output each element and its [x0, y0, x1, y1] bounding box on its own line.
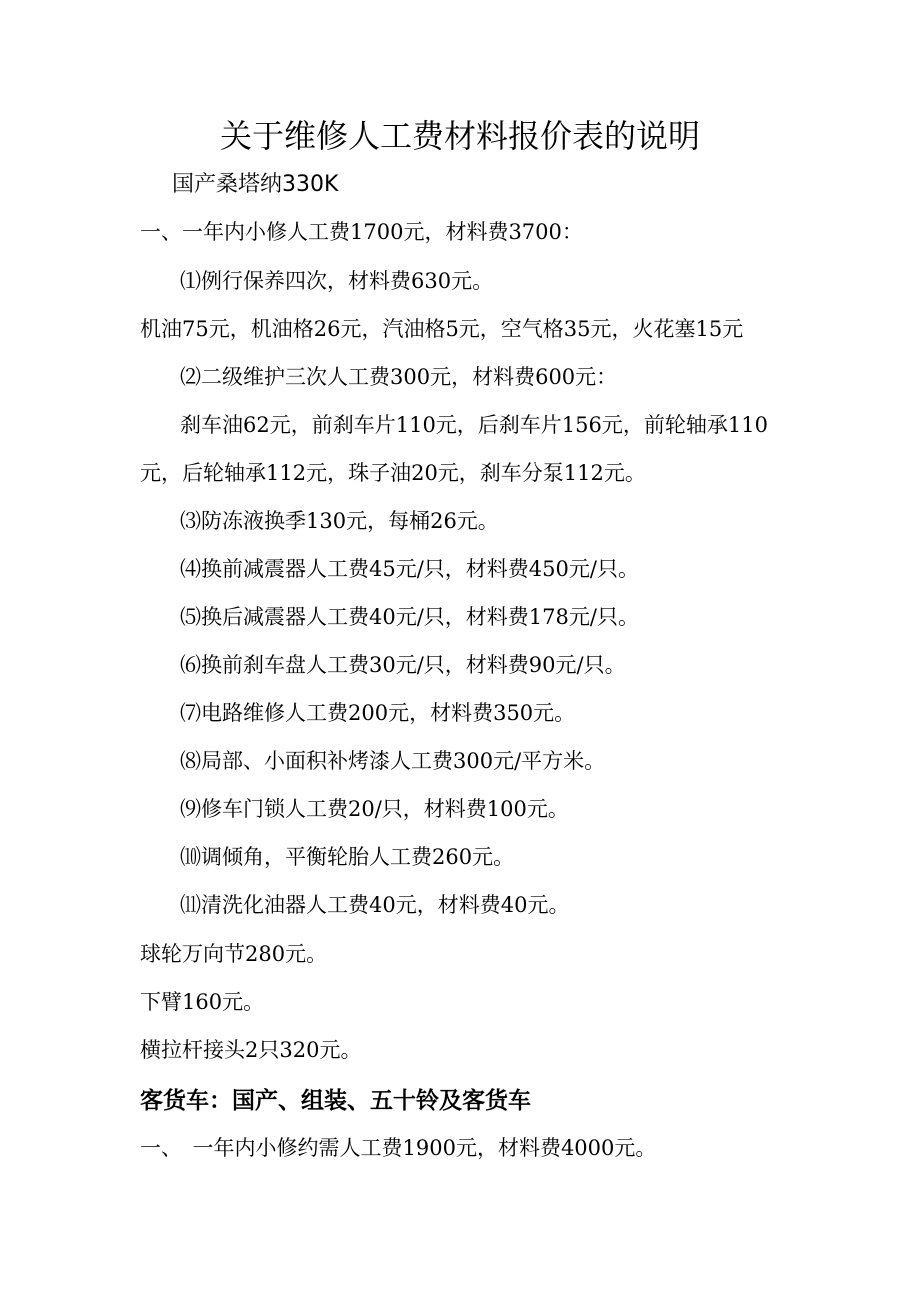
- item-3: ⑶防冻液换季130元，每桶26元。: [180, 509, 499, 533]
- item-11: ⑾清洗化油器人工费40元，材料费40元。: [180, 893, 570, 917]
- item-2-detail-line1: 刹车油62元，前刹车片110元，后刹车片156元，前轮轴承110: [180, 413, 768, 437]
- item-7: ⑺电路维修人工费200元，材料费350元。: [180, 701, 576, 725]
- item-9: ⑼修车门锁人工费20/只，材料费100元。: [180, 797, 569, 821]
- document-title: 关于维修人工费材料报价表的说明: [219, 117, 700, 155]
- section2-heading: 客货车：国产、组装、五十铃及客货车: [140, 1088, 531, 1114]
- item-1: ⑴例行保养四次，材料费630元。: [180, 269, 494, 293]
- extra-tie-rod: 横拉杆接头2只320元。: [140, 1038, 362, 1062]
- document-subtitle: 国产桑塔纳330K: [172, 172, 339, 197]
- item-6: ⑹换前刹车盘人工费30元/只，材料费90元/只。: [180, 653, 626, 677]
- item-2-detail-line2: 元，后轮轴承112元，珠子油20元，刹车分泵112元。: [140, 461, 646, 485]
- item-8: ⑻局部、小面积补烤漆人工费300元/平方米。: [180, 749, 606, 773]
- item-1-detail: 机油75元，机油格26元，汽油格5元，空气格35元，火花塞15元: [140, 317, 744, 341]
- item-5: ⑸换后减震器人工费40元/只，材料费178元/只。: [180, 605, 639, 629]
- section1-intro: 一、一年内小修人工费1700元，材料费3700：: [140, 220, 583, 244]
- item-2: ⑵二级维护三次人工费300元，材料费600元：: [180, 365, 618, 389]
- item-10: ⑽调倾角，平衡轮胎人工费260元。: [180, 845, 515, 869]
- extra-lower-arm: 下臂160元。: [140, 990, 265, 1014]
- item-4: ⑷换前减震器人工费45元/只，材料费450元/只。: [180, 557, 639, 581]
- section2-intro: 一、 一年内小修约需人工费1900元，材料费4000元。: [140, 1136, 657, 1160]
- extra-ball-joint: 球轮万向节280元。: [140, 942, 328, 966]
